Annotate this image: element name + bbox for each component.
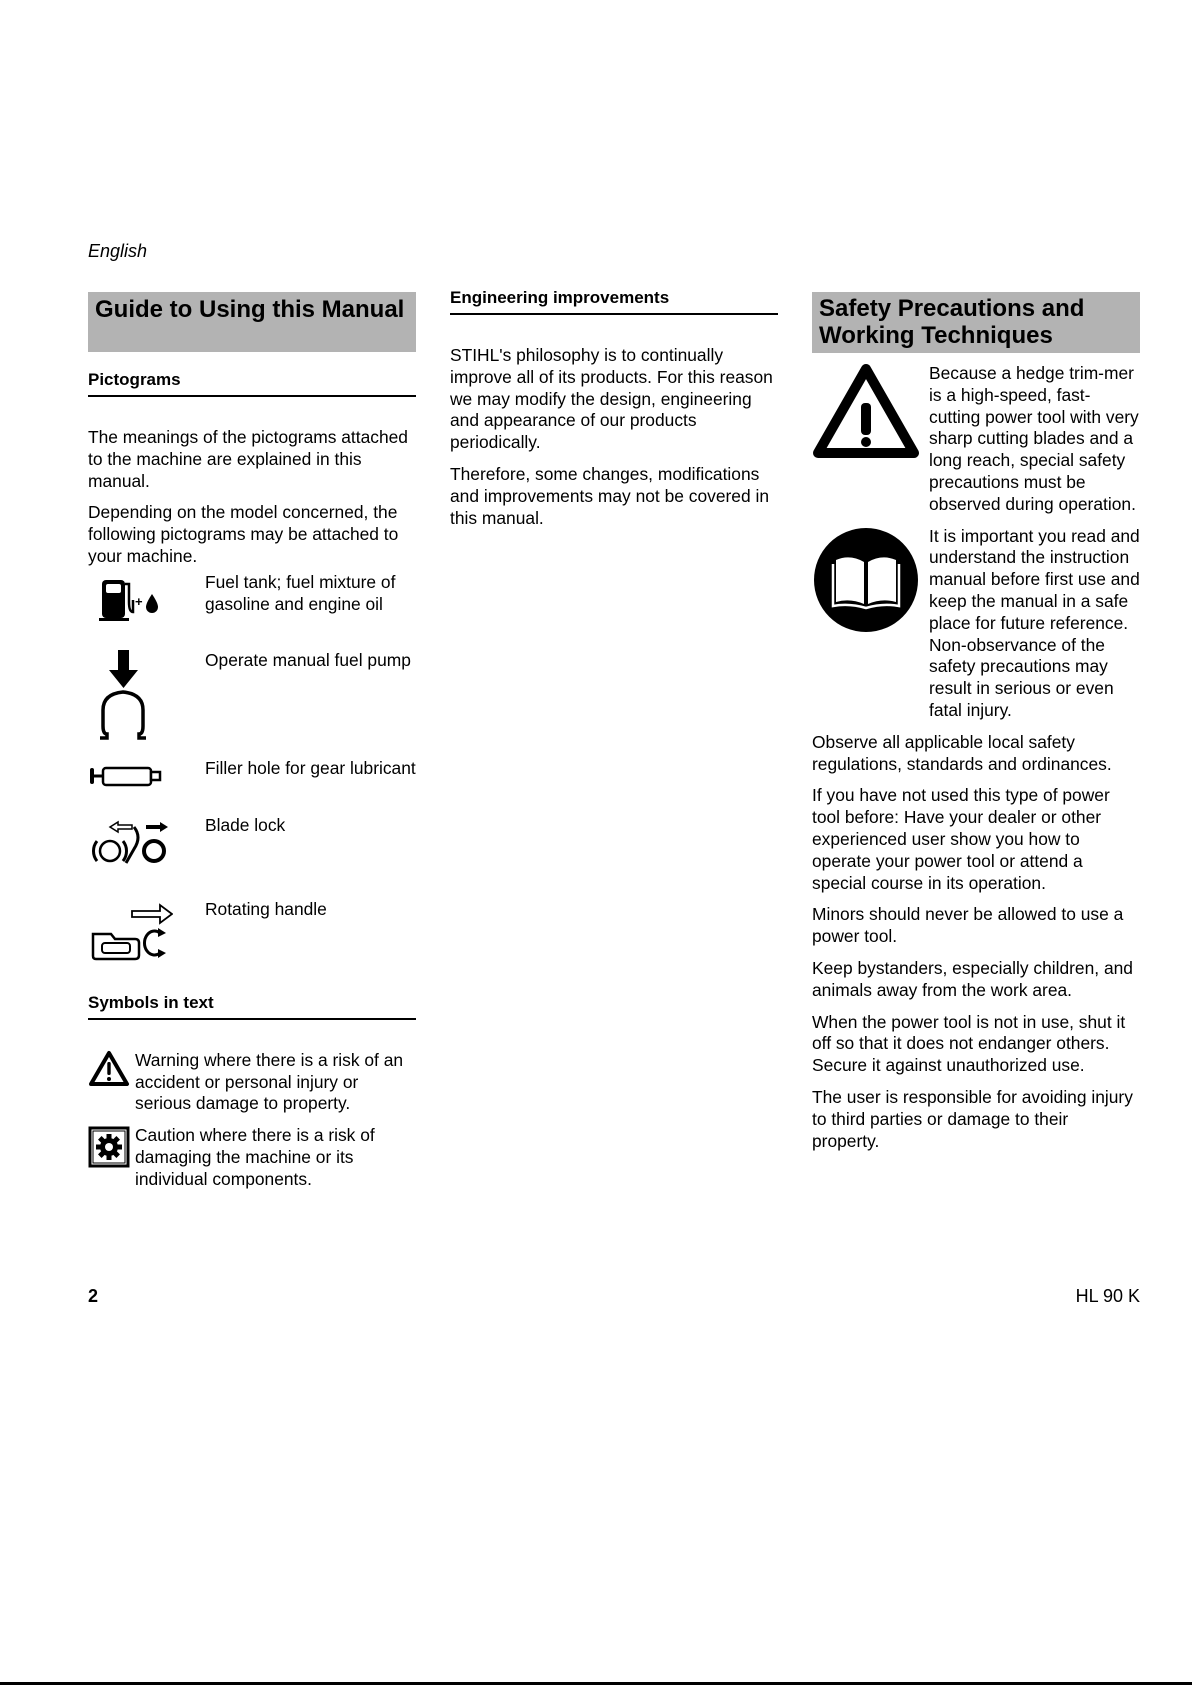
blade-lock-icon (88, 815, 205, 880)
manual-fuel-pump-icon (88, 650, 205, 745)
page-language-label: English (88, 241, 148, 261)
pictogram-item (88, 899, 416, 993)
pictogram-label: Blade lock (205, 814, 286, 835)
safety-column (812, 288, 1140, 1152)
engineering-column (450, 288, 778, 529)
paragraph: Therefore, some changes, modifications and improvements may not be covered in this manual. (450, 463, 769, 528)
paragraph: Depending on the model concerned, the following pictograms may be attached to your machine. (88, 502, 399, 566)
caution-gear-icon (88, 1125, 135, 1174)
pictogram-label: Fuel tank; fuel mixture of gasoline and engine oil (205, 571, 396, 614)
symbols-heading: Symbols in text (88, 993, 416, 1020)
symbol-label: Warning where there is a risk of an accident or personal injury or serious damage to property. (135, 1049, 404, 1114)
warning-triangle-icon (88, 1050, 135, 1093)
svg-text:+: + (135, 593, 143, 609)
engineering-heading: Engineering improvements (450, 288, 778, 315)
symbol-label: Caution where there is a risk of damaging the machine or its individual components. (135, 1125, 375, 1189)
page-number: 2 (88, 1286, 99, 1306)
pictogram-item (88, 572, 416, 650)
paragraph: Minors should never be allowed to use a power tool. (812, 904, 1124, 947)
safety-title-line: Safety Precautions and (819, 295, 1085, 322)
pictogram-item (88, 650, 416, 758)
pictogram-item (88, 815, 416, 899)
safety-icon-text: Because a hedge trim-mer is a high-speed, fast-cutting power tool with very sharp cutting blades and a long reach, special safety precautions must be observed during operation. (929, 363, 1139, 514)
paragraph: STIHL's philosophy is to continually improve all of its products. For this reason we may modify the design, engineering and appearance of our products periodically. (450, 345, 773, 453)
symbol-item (88, 1050, 416, 1115)
pictogram-label: Operate manual fuel pump (205, 649, 411, 670)
paragraph: When the power tool is not in use, shut it off so that it does not endanger others. Secure it against unauthorized use. (812, 1011, 1126, 1076)
pictograms-heading: Pictograms (88, 370, 416, 397)
model-name: HL 90 K (1075, 1286, 1140, 1306)
safety-title (812, 292, 1140, 353)
safety-title-line: Working Techniques (819, 322, 1053, 349)
safety-icon-block (812, 526, 1140, 722)
paragraph: If you have not used this type of power tool before: Have your dealer or other experienced user show you how to operate your power tool or attend a special course in its operation. (812, 785, 1110, 893)
symbol-item (88, 1125, 416, 1190)
guide-title: Guide to Using this Manual (88, 292, 416, 352)
fuel-tank-icon (88, 572, 205, 637)
guide-column (88, 288, 416, 1191)
paragraph: The user is responsible for avoiding injury to third parties or damage to their property. (812, 1086, 1133, 1151)
paragraph: Observe all applicable local safety regulations, standards and ordinances. (812, 731, 1112, 774)
pictogram-label: Filler hole for gear lubricant (205, 757, 416, 778)
read-manual-icon (812, 526, 929, 639)
rotating-handle-icon (88, 899, 205, 969)
paragraph: Keep bystanders, especially children, and animals away from the work area. (812, 957, 1133, 1000)
safety-icon-text: It is important you read and understand the instruction manual before first use and keep the manual in a safe place for future reference. Non-observance of the safety precautions may result in serious or even fatal injury. (929, 525, 1140, 720)
pictogram-label: Rotating handle (205, 898, 327, 919)
gear-lubricant-filler-icon (88, 758, 205, 803)
pictogram-item (88, 758, 416, 815)
safety-icon-block (812, 363, 1140, 516)
warning-triangle-icon (812, 363, 929, 466)
paragraph: The meanings of the pictograms attached to the machine are explained in this manual. (88, 427, 408, 491)
